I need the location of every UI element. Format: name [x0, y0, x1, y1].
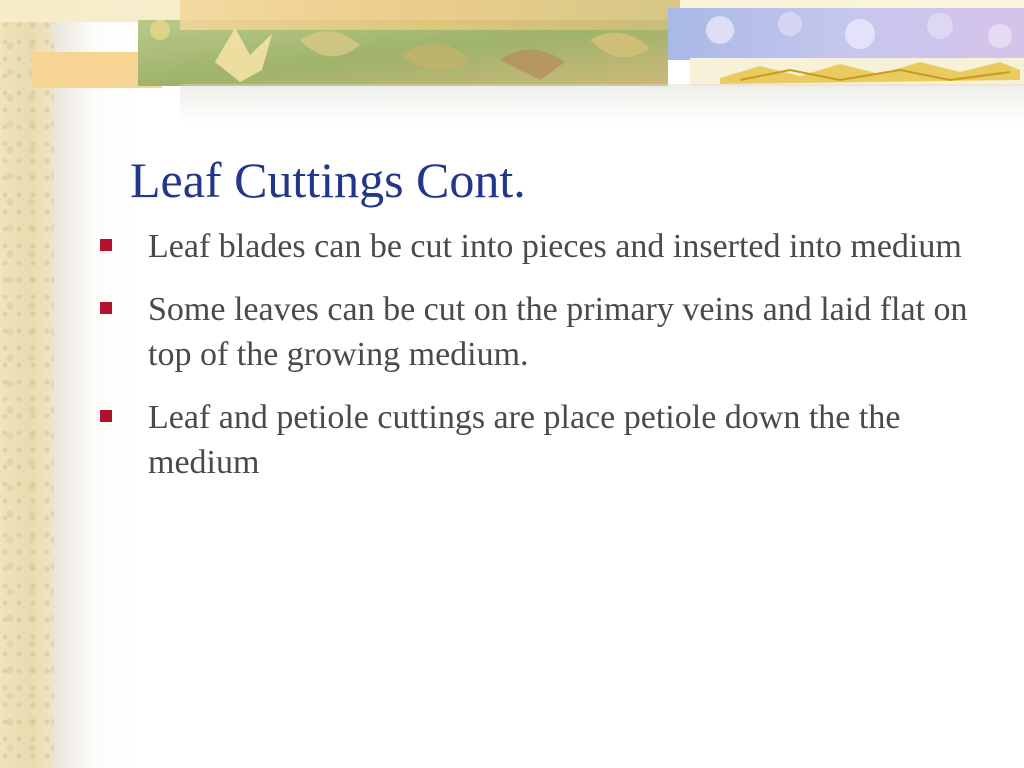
- banner-shadow: [180, 84, 1024, 124]
- bullet-list: [96, 224, 996, 503]
- square-bullet-icon: [100, 302, 112, 314]
- bullet-text: Leaf blades can be cut into pieces and inserted into medium: [148, 228, 962, 265]
- square-bullet-icon: [100, 239, 112, 251]
- bullet-item: [96, 224, 996, 269]
- bullet-item: [96, 395, 996, 485]
- bullet-item: [96, 287, 996, 377]
- parchment-strip: [0, 0, 54, 768]
- bullet-text: Some leaves can be cut on the primary veins and laid flat on top of the growing medium.: [148, 291, 968, 373]
- square-bullet-icon: [100, 410, 112, 422]
- strip-shadow: [54, 0, 94, 768]
- slide-title: Leaf Cuttings Cont.: [130, 152, 526, 208]
- bullet-text: Leaf and petiole cuttings are place petiole down the the medium: [148, 399, 901, 481]
